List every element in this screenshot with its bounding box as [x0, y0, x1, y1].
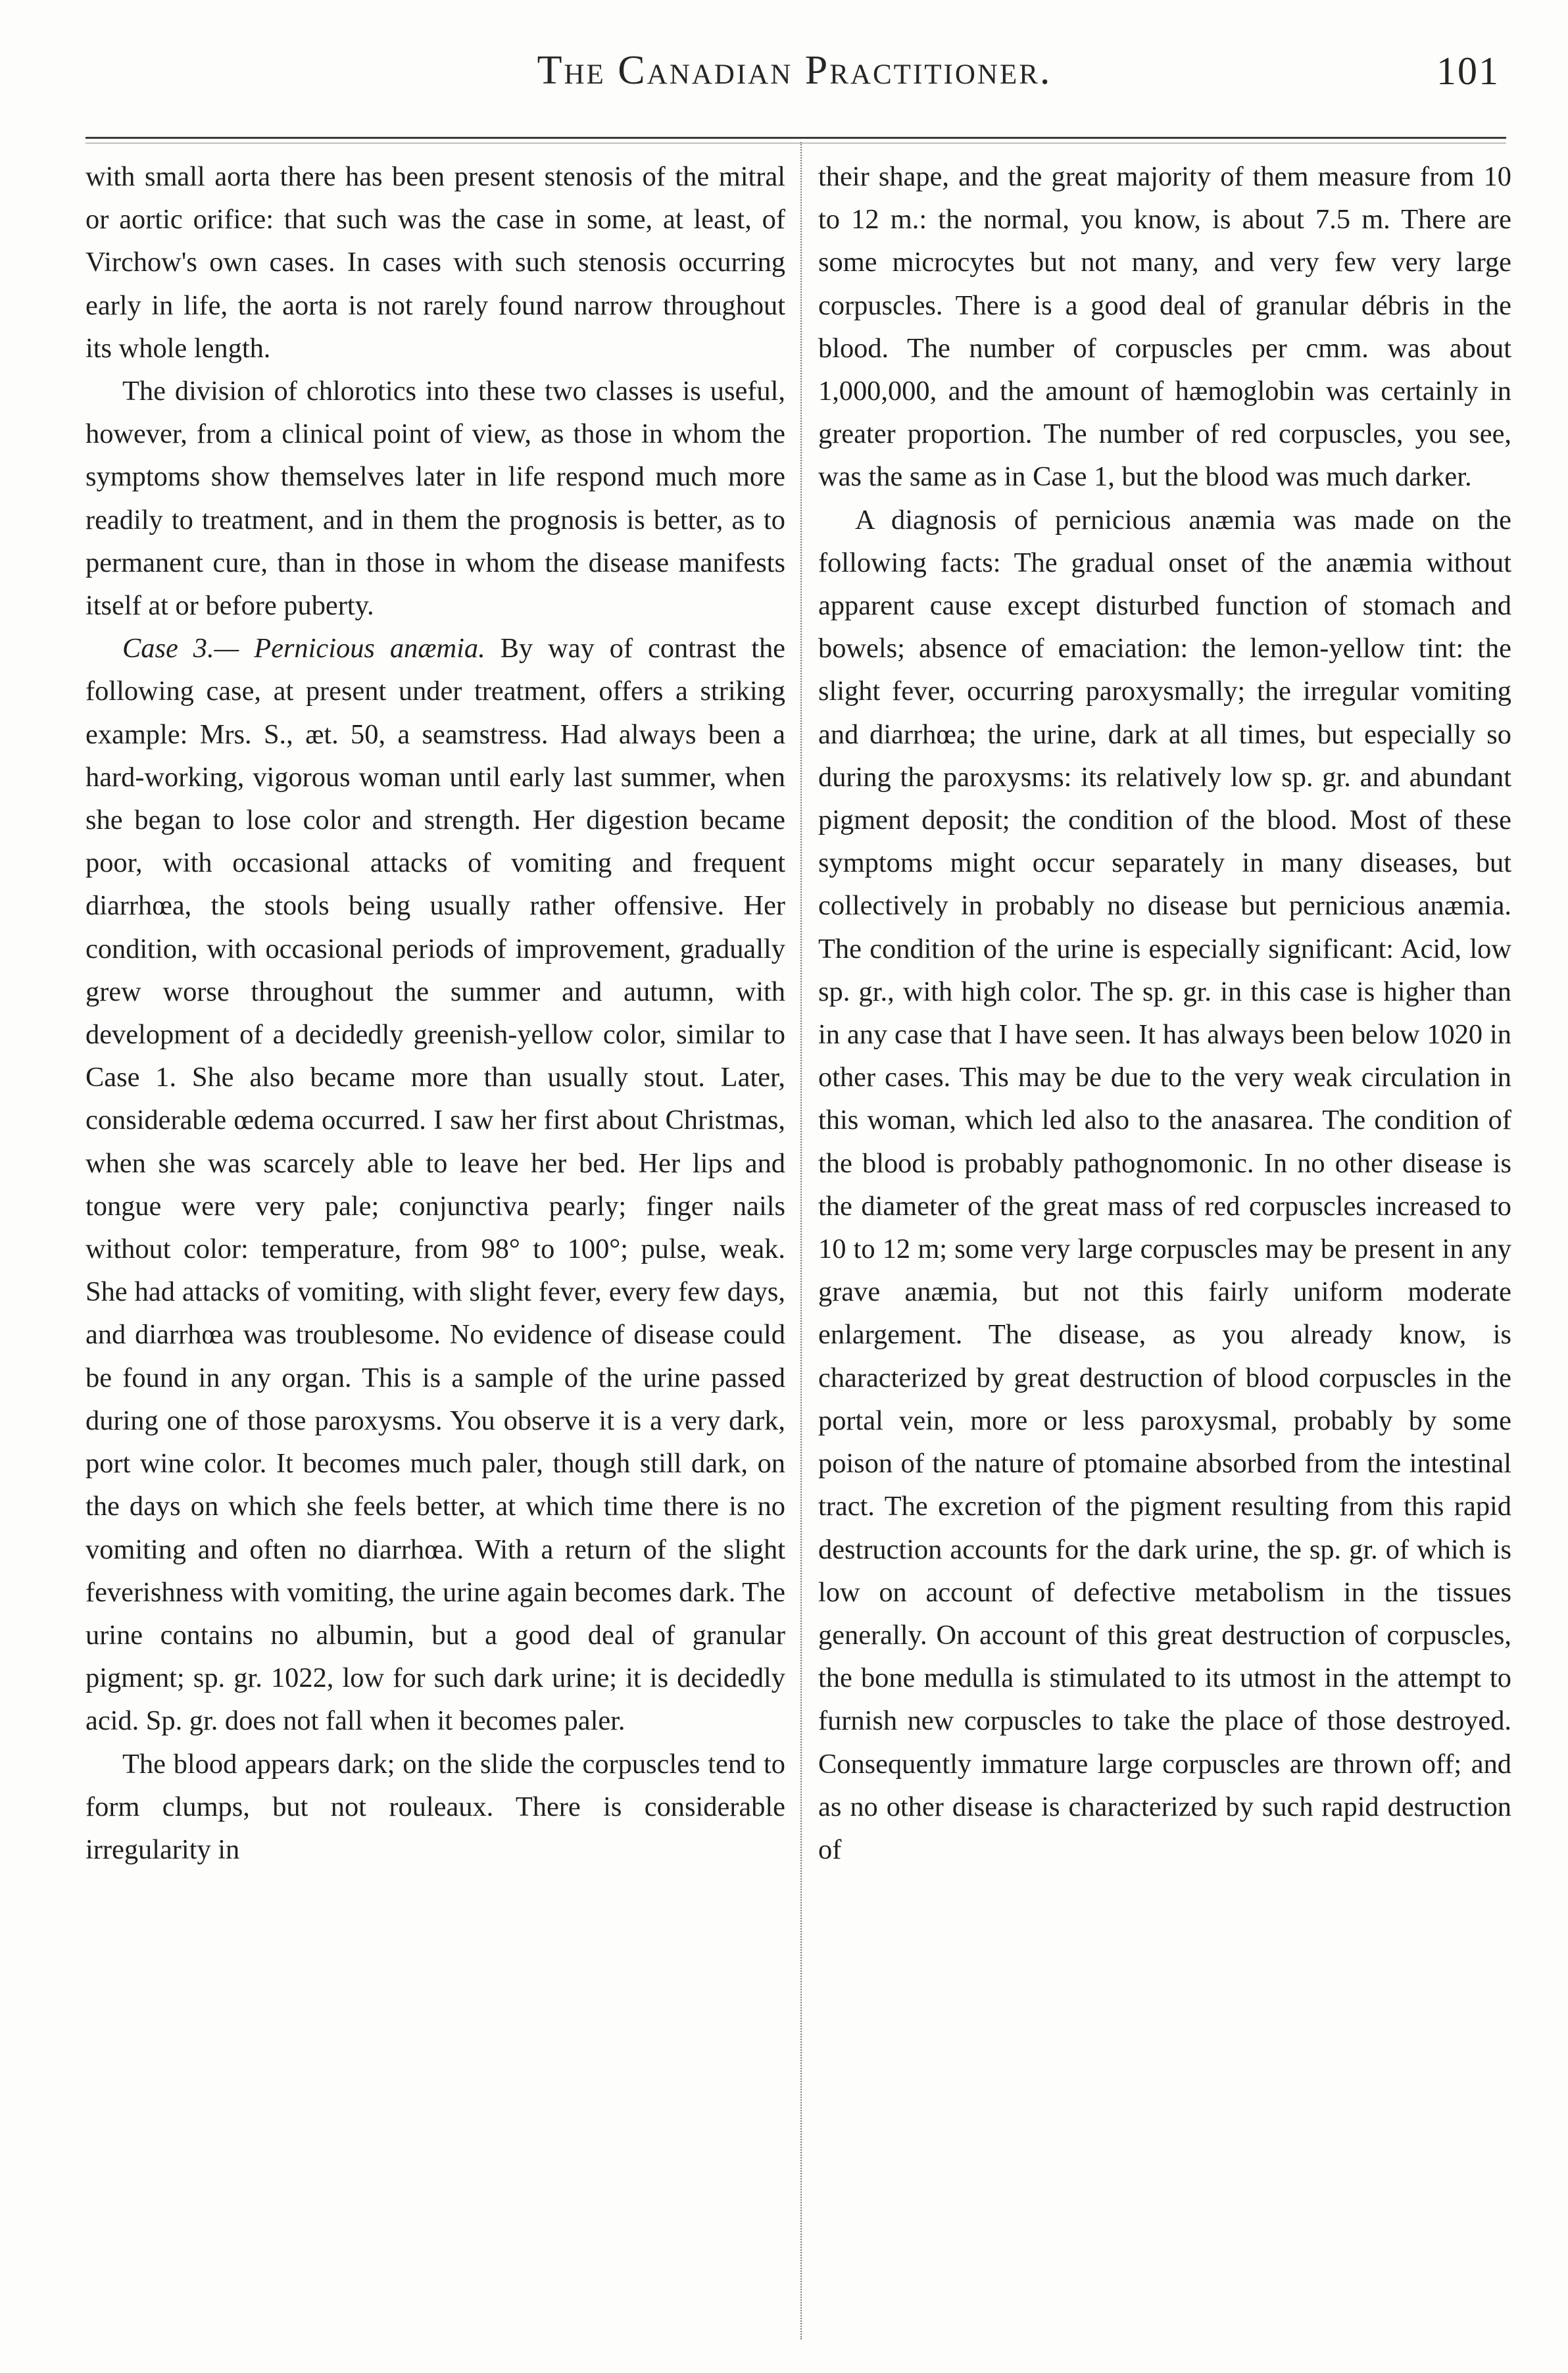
page-number: 101 — [1436, 49, 1500, 93]
left-paragraph-4: The blood appears dark; on the slide the corpuscles tend to form clumps, but not rouleaux. There is considerable irregularity in — [86, 1748, 785, 1865]
header-rule — [86, 137, 1506, 139]
left-column — [86, 155, 785, 2346]
journal-title: The Canadian Practitioner. — [537, 48, 1052, 93]
left-paragraph-2: The division of chlorotics into these two classes is useful, however, from a clinical point of view, as those in whom the symptoms show themselves later in life respond much more readily to treatment, and in them the prognosis is better, as to permanent cure, than in those in whom the disease manifests itself at or before puberty. — [86, 376, 785, 622]
right-paragraph-1: their shape, and the great majority of them measure from 10 to 12 m.: the normal, you know, is about 7.5 m. There are some microcytes but not many, and very few very large corpuscles. There is a good deal of granular débris in the blood. The number of corpuscles per cmm. was about 1,000,000, and the amount of hæmoglobin was certainly in greater proportion. The number of red corpuscles, you see, was the same as in Case 1, but the blood was much darker. — [818, 161, 1511, 493]
right-paragraph-2: A diagnosis of pernicious anæmia was made on the following facts: The gradual onset of the anæmia without apparent cause except disturbed function of stomach and bowels; absence of emaciation: the lemon-yellow tint: the slight fever, occurring paroxysmally; the irregular vomiting and diarrhœa; the urine, dark at all times, but especially so during the paroxysms: its relatively low sp. gr. and abundant pigment deposit; the condition of the blood. Most of these symptoms might occur separately in many diseases, but collectively in probably no disease but pernicious anæmia. The condition of the urine is especially significant: Acid, low sp. gr., with high color. The sp. gr. in this case is higher than in any case that I have seen. It has always been below 1020 in other cases. This may be due to the very weak circulation in this woman, which led also to the anasarea. The condition of the blood is probably pathognomonic. In no other disease is the diameter of the great mass of red corpuscles increased to 10 to 12 m; some very large corpuscles may be present in any grave anæmia, but not this fairly uniform moderate enlargement. The disease, as you already know, is characterized by great destruction of blood corpuscles in the portal vein, more or less paroxysmal, probably by some poison of the nature of ptomaine absorbed from the intestinal tract. The excretion of the pigment resulting from this rapid destruction accounts for the dark urine, the sp. gr. of which is low on account of defective metabolism in the tissues generally. On account of this great destruction of corpuscles, the bone medulla is stimulated to its utmost in the attempt to furnish new corpuscles to take the place of those destroyed. Consequently immature large corpuscles are thrown off; and as no other disease is characterized by such rapid destruction of — [818, 504, 1511, 1865]
running-head — [78, 47, 1511, 113]
left-paragraph-1: with small aorta there has been present stenosis of the mitral or aortic orifice: that such was the case in some, at least, of Virchow's own cases. In cases with such stenosis occurring early in life, the aorta is not rarely found narrow throughout its whole length. — [86, 161, 785, 364]
case-heading: Case 3.— Pernicious anæmia. — [122, 633, 485, 664]
left-paragraph-3 — [86, 627, 785, 1742]
right-column — [818, 155, 1511, 2346]
column-divider — [800, 142, 802, 2339]
case-3-text: By way of contrast the following case, at present under treatment, offers a striking example: Mrs. S., æt. 50, a seamstress. Had always been a hard-working, vigorous woman until early last summer, when she began to lose color and strength. Her digestion became poor, with occasional attacks of vomiting and frequent diarrhœa, the stools being usually rather offensive. Her condition, with occasional periods of improvement, gradually grew worse throughout the summer and autumn, with development of a decidedly greenish-yellow color, similar to Case 1. She also became more than usually stout. Later, considerable œdema occurred. I saw her first about Christmas, when she was scarcely able to leave her bed. Her lips and tongue were very pale; conjunctiva pearly; finger nails without color: temperature, from 98° to 100°; pulse, weak. She had attacks of vomiting, with slight fever, every few days, and diarrhœa was troublesome. No evidence of disease could be found in any organ. This is a sample of the urine passed during one of those paroxysms. You observe it is a very dark, port wine color. It becomes much paler, though still dark, on the days on which she feels better, at which time there is no vomiting and often no diarrhœa. With a return of the slight feverishness with vomiting, the urine again becomes dark. The urine contains no albumin, but a good deal of granular pigment; sp. gr. 1022, low for such dark urine; it is decidedly acid. Sp. gr. does not fall when it becomes paler. — [86, 633, 785, 1737]
